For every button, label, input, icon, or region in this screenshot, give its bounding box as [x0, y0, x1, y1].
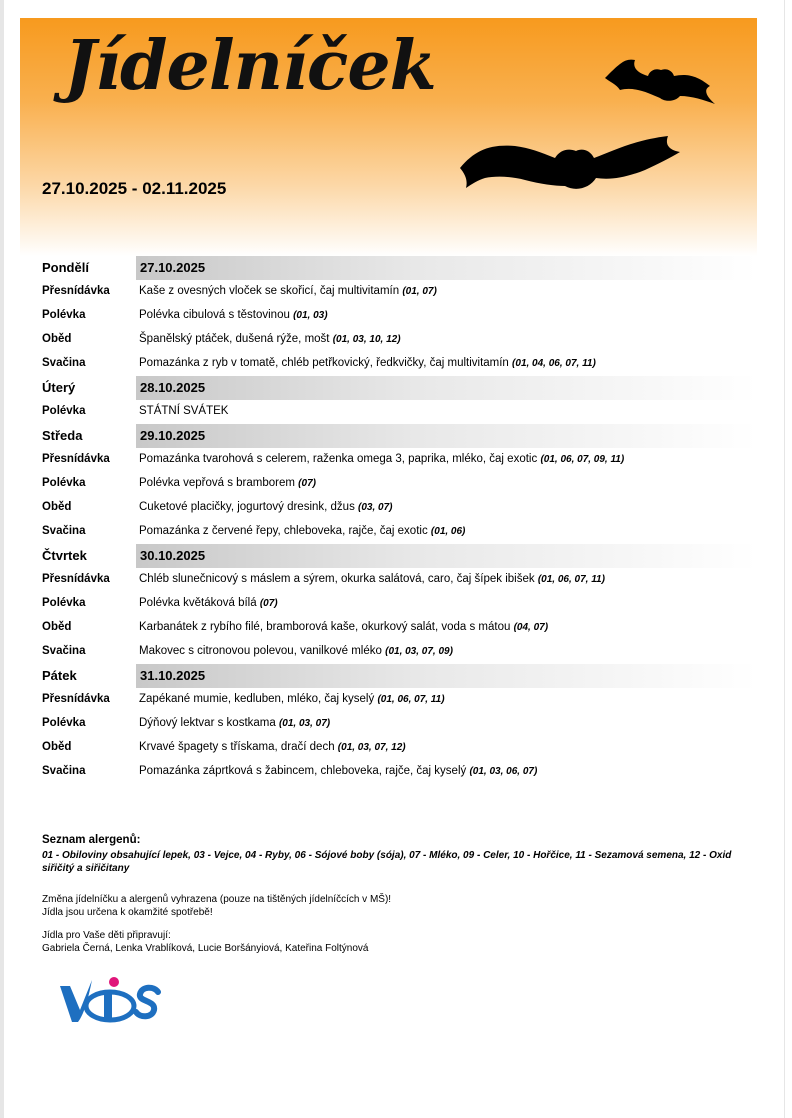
day-header [36, 424, 757, 448]
meal-text: Pomazánka záprtková s žabincem, chleboveka, rajče, čaj kyselý (01, 03, 06, 07) [139, 765, 538, 777]
meal-text: Polévka květáková bílá (07) [139, 597, 278, 609]
day-header [36, 544, 757, 568]
notes [42, 894, 391, 919]
meal-label: Polévka [42, 477, 86, 489]
meal-allergens: (01, 07) [402, 286, 437, 297]
meal-text: Polévka vepřová s bramborem (07) [139, 477, 316, 489]
meal-allergens: (01, 03, 06, 07) [469, 766, 538, 777]
day-date: 28.10.2025 [140, 380, 206, 395]
page-title: Jídelníček [64, 26, 436, 106]
allergen-text: 01 - Obiloviny obsahující lepek, 03 - Vejce, 04 - Ryby, 06 - Sójové boby (sója), 07 - Mléko, 09 - Celer, 10 - Hořčice, 11 - Sezamová semena, 12 - Oxid siřičitý a siřičitany [42, 850, 732, 874]
meal-row [36, 520, 757, 544]
meal-text: STÁTNÍ SVÁTEK [139, 405, 229, 417]
note-line: Jídla jsou určena k okamžité spotřebě! [42, 906, 213, 918]
meal-allergens: (01, 03, 10, 12) [332, 334, 401, 345]
meal-allergens: (01, 03, 07, 12) [337, 742, 406, 753]
cooks [42, 930, 368, 955]
meal-text: Polévka cibulová s těstovinou (01, 03) [139, 309, 328, 321]
day-date-bar [136, 424, 757, 448]
day-date-bar [136, 544, 757, 568]
meal-text: Chléb slunečnicový s máslem a sýrem, okurka salátová, caro, čaj šípek ibišek (01, 06, 07, 11) [139, 573, 605, 585]
day-name: Pondělí [42, 260, 89, 275]
meal-allergens: (04, 07) [513, 622, 549, 633]
day-block [36, 256, 757, 376]
meal-label: Přesnídávka [42, 573, 110, 585]
vis-logo [58, 970, 168, 1030]
meal-label: Oběd [42, 501, 72, 513]
meal-label: Polévka [42, 597, 86, 609]
meal-text: Zapékané mumie, kedluben, mléko, čaj kyselý (01, 06, 07, 11) [139, 693, 445, 705]
meal-allergens: (07) [259, 598, 278, 609]
page-edge [0, 0, 4, 1118]
meal-allergens: (01, 03) [293, 310, 328, 321]
meal-allergens: (01, 03, 07) [278, 718, 331, 729]
meal-label: Polévka [42, 405, 86, 417]
header-banner [20, 18, 757, 256]
allergen-list [42, 834, 757, 875]
meal-allergens: (01, 03, 07, 09) [385, 646, 453, 657]
day-date: 30.10.2025 [140, 548, 206, 563]
cooks-intro: Jídla pro Vaše děti připravují: [42, 930, 171, 941]
meal-row [36, 400, 757, 424]
meal-label: Přesnídávka [42, 453, 110, 465]
day-date: 27.10.2025 [140, 260, 206, 275]
meal-label: Polévka [42, 717, 86, 729]
day-header [36, 376, 757, 400]
meal-label: Přesnídávka [42, 285, 110, 297]
day-header [36, 664, 757, 688]
meal-row [36, 304, 757, 328]
date-range: 27.10.2025 - 02.11.2025 [42, 179, 227, 198]
meal-row [36, 352, 757, 376]
day-date-bar [136, 664, 757, 688]
meal-text: Pomazánka z červené řepy, chleboveka, rajče, čaj exotic (01, 06) [139, 525, 466, 537]
meal-allergens: (01, 04, 06, 07, 11) [512, 358, 596, 369]
bats-illustration [20, 18, 757, 256]
meal-text: Makovec s citronovou polevou, vanilkové mléko (01, 03, 07, 09) [139, 645, 453, 657]
bat-small-icon [605, 60, 715, 104]
day-block [36, 376, 757, 424]
cooks-names: Gabriela Černá, Lenka Vrablíková, Lucie Boršányiová, Kateřina Foltýnová [42, 942, 369, 954]
meal-text: Dýňový lektvar s kostkama (01, 03, 07) [139, 717, 331, 729]
meal-row [36, 496, 757, 520]
meal-allergens: (03, 07) [358, 502, 393, 513]
meal-label: Oběd [42, 333, 72, 345]
meal-text: Pomazánka tvarohová s celerem, raženka omega 3, paprika, mléko, čaj exotic (01, 06, 07, 09, 11) [139, 453, 625, 465]
meal-label: Polévka [42, 309, 86, 321]
day-date: 29.10.2025 [140, 428, 206, 443]
day-block [36, 544, 757, 664]
meal-text: Cuketové placičky, jogurtový dresink, džus (03, 07) [139, 501, 393, 513]
meal-text: Pomazánka z ryb v tomatě, chléb petřkovický, ředkvičky, čaj multivitamín (01, 04, 06, 07, 11) [139, 357, 596, 369]
meal-label: Oběd [42, 741, 72, 753]
meal-label: Svačina [42, 765, 86, 777]
weekly-menu [36, 256, 757, 784]
meal-allergens: (01, 06, 07, 11) [537, 574, 605, 585]
day-date-bar [136, 256, 757, 280]
day-date-bar [136, 376, 757, 400]
meal-label: Svačina [42, 525, 86, 537]
meal-label: Svačina [42, 357, 86, 369]
day-block [36, 664, 757, 784]
day-header [36, 256, 757, 280]
meal-row [36, 688, 757, 712]
allergen-title: Seznam alergenů: [42, 834, 141, 846]
meal-row [36, 736, 757, 760]
day-name: Čtvrtek [42, 548, 87, 563]
meal-row [36, 640, 757, 664]
meal-row [36, 592, 757, 616]
meal-text: Španělský ptáček, dušená rýže, mošt (01, 03, 10, 12) [139, 333, 401, 345]
meal-label: Oběd [42, 621, 72, 633]
meal-row [36, 616, 757, 640]
meal-row [36, 448, 757, 472]
day-name: Úterý [42, 380, 76, 395]
day-name: Pátek [42, 668, 77, 683]
day-block [36, 424, 757, 544]
meal-label: Přesnídávka [42, 693, 110, 705]
meal-row [36, 760, 757, 784]
meal-allergens: (01, 06, 07, 09, 11) [540, 454, 625, 465]
meal-allergens: (07) [298, 478, 316, 489]
meal-text: Karbanátek z rybího filé, bramborová kaše, okurkový salát, voda s mátou (04, 07) [139, 621, 549, 633]
bat-large-icon [460, 136, 680, 189]
day-name: Středa [42, 428, 83, 443]
day-date: 31.10.2025 [140, 668, 206, 683]
meal-row [36, 568, 757, 592]
meal-allergens: (01, 06) [430, 526, 466, 537]
meal-text: Krvavé špagety s třískama, dračí dech (01, 03, 07, 12) [139, 741, 406, 753]
meal-row [36, 280, 757, 304]
meal-text: Kaše z ovesných vloček se skořicí, čaj multivitamín (01, 07) [139, 285, 437, 297]
page-edge [784, 0, 785, 1118]
meal-row [36, 328, 757, 352]
meal-allergens: (01, 06, 07, 11) [377, 694, 445, 705]
note-line: Změna jídelníčku a alergenů vyhrazena (pouze na tištěných jídelníčcích v MŠ)! [42, 894, 392, 905]
meal-row [36, 712, 757, 736]
meal-row [36, 472, 757, 496]
meal-label: Svačina [42, 645, 86, 657]
